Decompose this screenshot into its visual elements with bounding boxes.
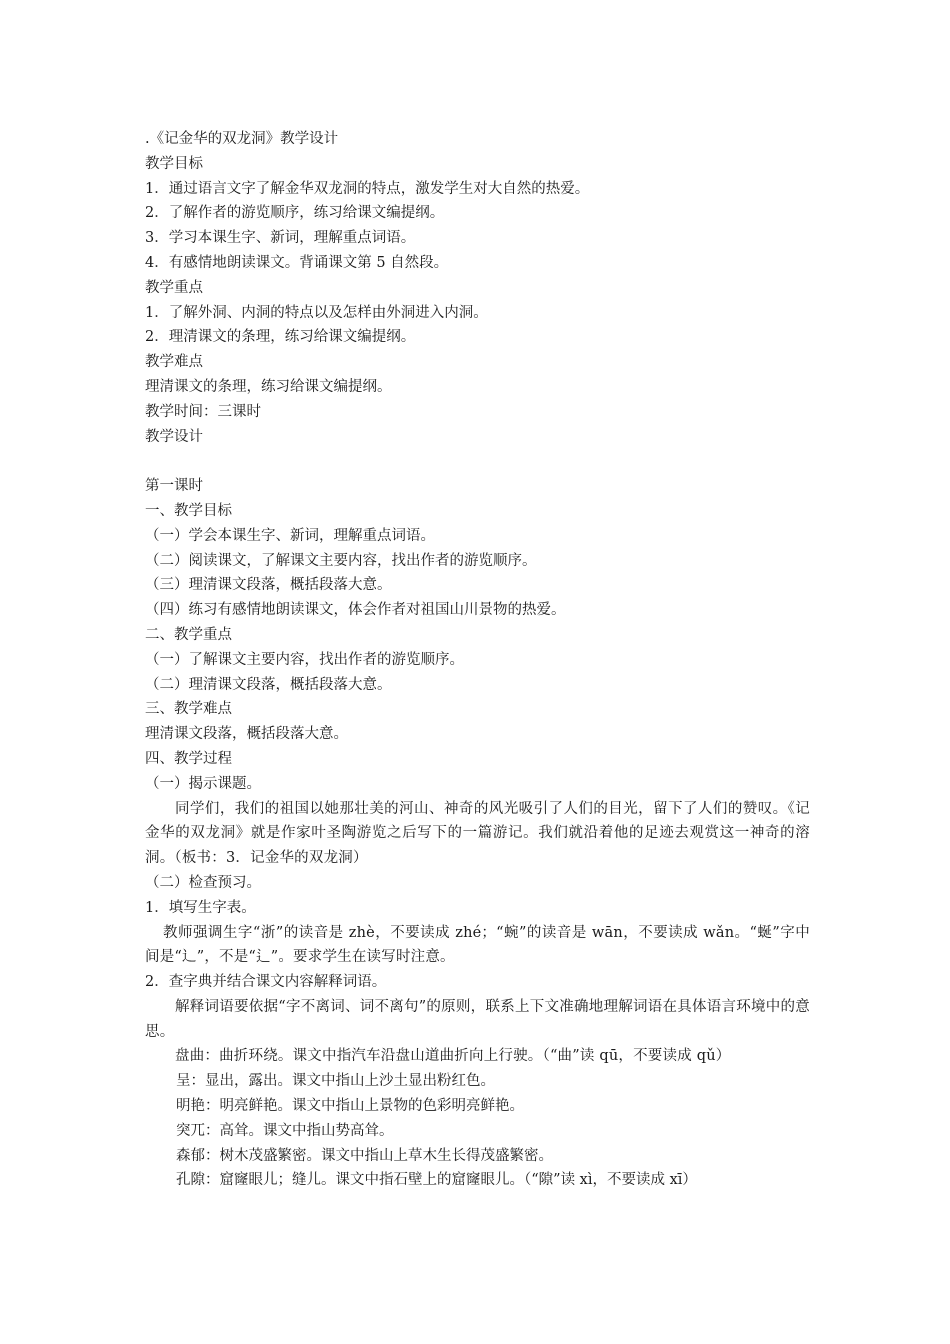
time-line: 教学时间：三课时	[145, 403, 261, 420]
lesson-key-point: （二）理清课文段落，概括段落大意。	[145, 676, 392, 693]
lesson-difficulty-text: 理清课文段落，概括段落大意。	[145, 726, 348, 743]
task1-heading: 1．填写生字表。	[145, 899, 256, 916]
lesson-goal-item: （二）阅读课文，了解课文主要内容，找出作者的游览顺序。	[145, 552, 537, 569]
key-heading: 教学重点	[145, 279, 203, 296]
key-point: 2．理清课文的条理，练习给课文编提纲。	[145, 329, 416, 346]
vocab-entry: 突兀：高耸。课文中指山势高耸。	[176, 1122, 394, 1139]
key-point: 1．了解外洞、内洞的特点以及怎样由外洞进入内洞。	[145, 304, 488, 321]
lesson-difficulty-heading: 三、教学难点	[145, 701, 232, 718]
lesson-heading: 第一课时	[145, 478, 203, 495]
vocab-entry: 孔隙：窟窿眼儿；缝儿。课文中指石壁上的窟窿眼儿。（“隙”读 xì，不要读成 xī）	[176, 1172, 697, 1189]
lesson-key-heading: 二、教学重点	[145, 626, 232, 643]
lesson-goals-heading: 一、教学目标	[145, 502, 232, 519]
difficulty-text: 理清课文的条理，练习给课文编提纲。	[145, 378, 392, 395]
goal-item: 2．了解作者的游览顺序，练习给课文编提纲。	[145, 205, 445, 222]
step1-paragraph: 同学们，我们的祖国以她那壮美的河山、神奇的风光吸引了人们的目光，留下了人们的赞叹。《记金华的双龙洞》就是作家叶圣陶游览之后写下的一篇游记。我们就沿着他的足迹去观赏这一神奇的溶洞。（板书：3．记金华的双龙洞）	[145, 800, 810, 867]
lesson-goal-item: （三）理清课文段落，概括段落大意。	[145, 577, 392, 594]
goal-item: 1．通过语言文字了解金华双龙洞的特点，激发学生对大自然的热爱。	[145, 180, 590, 197]
vocab-entry: 明艳：明亮鲜艳。课文中指山上景物的色彩明亮鲜艳。	[176, 1098, 524, 1115]
design-heading: 教学设计	[145, 428, 203, 445]
task2-heading: 2．查字典并结合课文内容解释词语。	[145, 974, 387, 991]
step2-heading: （二）检查预习。	[145, 874, 261, 891]
goals-heading: 教学目标	[145, 155, 203, 172]
step1-heading: （一）揭示课题。	[145, 775, 261, 792]
vocab-entry: 盘曲：曲折环绕。课文中指汽车沿盘山道曲折向上行驶。（“曲”读 qū，不要读成 qǔ）	[175, 1048, 731, 1065]
difficulty-heading: 教学难点	[145, 354, 203, 371]
task2-paragraph: 解释词语要依据“字不离词、词不离句”的原则，联系上下文准确地理解词语在具体语言环境中的意思。	[145, 998, 810, 1040]
process-heading: 四、教学过程	[145, 750, 232, 767]
lesson-key-point: （一）了解课文主要内容，找出作者的游览顺序。	[145, 651, 464, 668]
goal-item: 4．有感情地朗读课文。背诵课文第 5 自然段。	[145, 254, 449, 271]
vocab-entry: 森郁：树木茂盛繁密。课文中指山上草木生长得茂盛繁密。	[176, 1147, 553, 1164]
lesson-goal-item: （一）学会本课生字、新词，理解重点词语。	[145, 527, 435, 544]
task1-paragraph: 教师强调生字“浙”的读音是 zhè，不要读成 zhé；“蜿”的读音是 wān，不要读成 wǎn。“蜒”字中间是“⻌”，不是“⻍”。要求学生在读写时注意。	[145, 924, 810, 966]
document-page	[145, 127, 810, 1193]
lesson-goal-item: （四）练习有感情地朗读课文，体会作者对祖国山川景物的热爱。	[145, 602, 566, 619]
document-title: .《记金华的双龙洞》教学设计	[145, 131, 339, 147]
goal-item: 3．学习本课生字、新词，理解重点词语。	[145, 230, 416, 247]
blank-line	[145, 449, 810, 474]
vocab-entry: 呈：显出，露出。课文中指山上沙土显出粉红色。	[176, 1073, 495, 1090]
